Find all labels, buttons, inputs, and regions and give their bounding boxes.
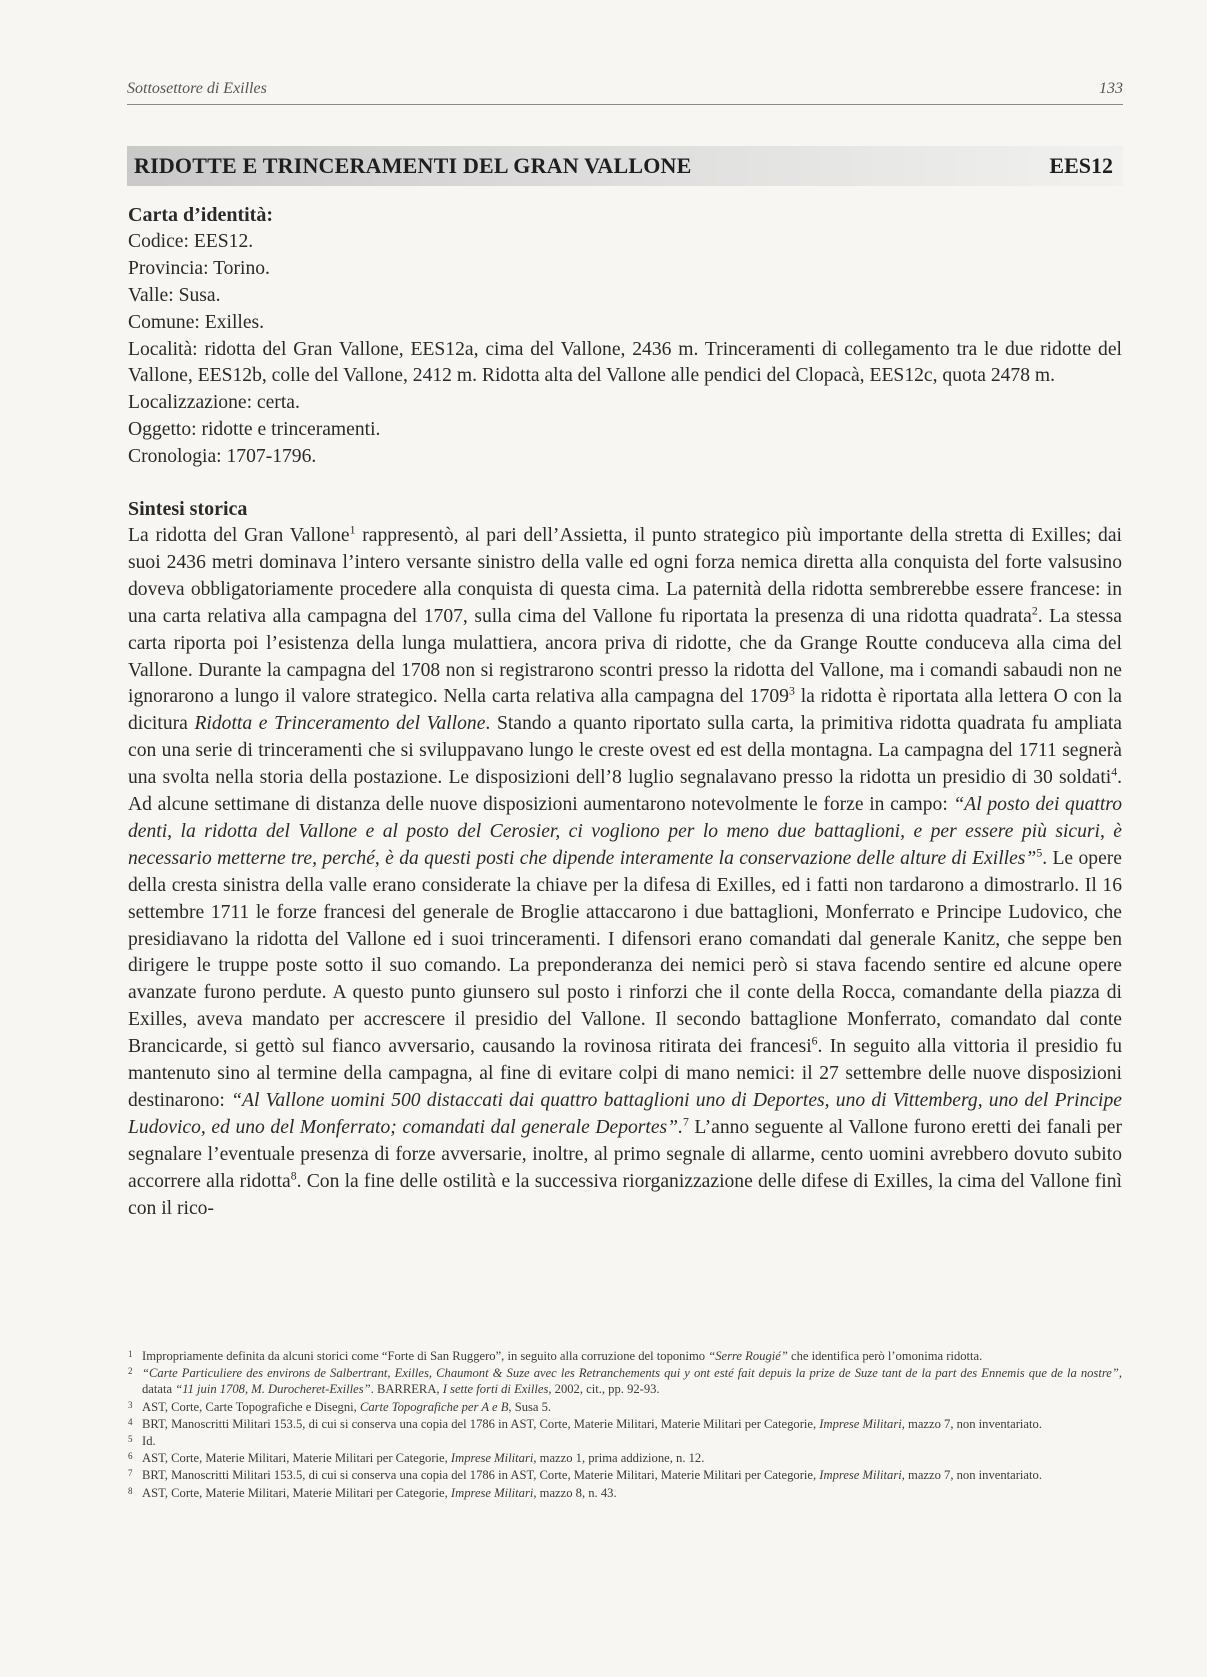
- quote: “Al Vallone uomini 500 distaccati dai quattro battaglioni uno di Deportes, uno di Vittemberg, uno del Principe Ludovico, ed uno del Monferrato; comandati dal generale Deportes”.: [128, 1090, 1122, 1138]
- identity-locality: Località: ridotta del Gran Vallone, EES12a, cima del Vallone, 2436 m. Trinceramenti di collegamento tra le due ridotte del Vallone, EES12b, colle del Vallone, 2412 m. Ridotta alta del Vallone alle pendici del Clopacà, EES12c, quota 2478 m.: [128, 338, 1122, 387]
- footnote: 2 “Carte Particuliere des environs de Salbertrant, Exilles, Chaumont & Suze avec les Retranchements qui y ont esté fait depuis la prize de Suze tant de la part des Ennemis que de la nostre”, datata “11 juin 1708, M. Durocheret-Exilles”. BARRERA, I sette forti di Exilles, 2002, cit., pp. 92-93.: [128, 1366, 1122, 1397]
- footnote-ref: 6: [811, 1034, 818, 1048]
- footnote: 1 Impropriamente definita da alcuni storici come “Forte di San Ruggero”, in seguito alla corruzione del toponimo “Serre Rougié” che identifica però l’omonima ridotta.: [128, 1349, 983, 1363]
- site-code: EES12: [1049, 153, 1113, 178]
- identity-valley: Valle: Susa.: [128, 284, 221, 306]
- identity-chronology: Cronologia: 1707-1796.: [128, 446, 317, 468]
- section-title: Sottosettore di Exilles: [127, 80, 267, 97]
- footnote: 7 BRT, Manoscritti Militari 153.5, di cui si conserva una copia del 1786 in AST, Corte, Materie Militari, Materie Militari per Categorie, Imprese Militari, mazzo 7, non inventariato.: [128, 1468, 1042, 1483]
- running-head: [127, 80, 1123, 105]
- identity-object: Oggetto: ridotte e trinceramenti.: [128, 419, 381, 441]
- identity-heading: Carta d’identità:: [128, 204, 273, 226]
- footnote: 4 BRT, Manoscritti Militari 153.5, di cui si conserva una copia del 1786 in AST, Corte, Materie Militari, Materie Militari per Categorie, Imprese Militari, mazzo 7, non inventariato.: [128, 1416, 1042, 1431]
- footnote: 6 AST, Corte, Materie Militari, Materie Militari per Categorie, Imprese Militari, mazzo 1, prima addizione, n. 12.: [128, 1451, 705, 1466]
- identity-code: Codice: EES12.: [128, 230, 254, 252]
- history-paragraph: La ridotta del Gran Vallone$^1$ rappresentò, al pari dell’Assietta, il punto strategico più importante della stretta di Exilles; dai suoi 2436 metri dominava l’intero versante sinistro della valle ed ogni forza nemica diretta alla conquista del forte valsusino doveva obbligatoriamente procedere alla conquista di questa cima. La paternità della ridotta sembrerebbe essere francese: in una carta relativa alla campagna del 1707, sulla cima del Vallone fu riportata la presenza di una ridotta quadrata$^2$. La stessa carta riporta poi l’esistenza della lunga mulattiera, ancora priva di ridotte, che da Grange Routte conduceva alla cima del Vallone. Durante la campagna del 1708 non si registrarono scontri presso la ridotta del Vallone, ma i comandi sabaudi non ne ignorarono a lungo il valore strategico. Nella carta relativa alla campagna del 1709$^3$ la ridotta è riportata alla lettera O con la dicitura Ridotta e Trinceramento del Vallone. Stando a quanto riportato sulla carta, la primitiva ridotta quadrata fu ampliata con una serie di trinceramenti che si sviluppavano lungo le creste ovest ed est della montagna. La campagna del 1711 segnerà una svolta nella storia della postazione. Le disposizioni dell’8 luglio segnalavano presso la ridotta un presidio di 30 soldati$^4$. Ad alcune settimane di distanza delle nuove disposizioni aumentarono notevolmente le forze in campo: “Al posto dei quattro denti, la ridotta del Vallone e al posto del Cerosier, ci vogliono per lo meno due battaglioni, e per essere più sicuri, è necessario metterne tre, perché, è da questi posti che dipende interamente la conservazione delle alture di Exilles”$^5$. Le opere della cresta sinistra della valle erano considerate la chiave per la difesa di Exilles, ed i fatti non tardarono a dimostrarlo. Il 16 settembre 1711 le forze francesi del generale de Broglie attaccarono i due battaglioni, Monferrato e Principe Ludovico, che presidiavano la ridotta del Vallone ed i suoi trinceramenti. I difensori erano comandati dal generale Kanitz, che seppe ben dirigere le truppe poste sotto il suo comando. La preponderanza dei nemici però si stava facendo sentire ed alcune opere avanzate furono perdute. A questo punto giunsero sul posto i rinforzi che il conte della Rocca, comandante della piazza di Exilles, aveva mandato per accrescere il presidio del Vallone. Il secondo battaglione Monferrato, comandato dal conte Brancicarde, si gettò sul fianco avversario, causando la rovinosa ritirata dei francesi$^6$. In seguito alla vittoria il presidio fu mantenuto sino al termine della campagna, al fine di evitare colpi di mano nemici: il 27 settembre delle nuove disposizioni destinarono: “Al Vallone uomini 500 distaccati dai quattro battaglioni uno di Deportes, uno di Vittemberg, uno del Principe Ludovico, ed uno del Monferrato; comandati dal generale Deportes”.$^7$ L’anno seguente al Vallone furono eretti dei fanali per segnalare l’eventuale presenza di forze avversarie, inoltre, al primo segnale di allarme, cento uomini avrebbero dovuto subito accorrere alla ridotta$^8$. Con la fine delle ostilità e la successiva riorganizzazione delle difese di Exilles, la cima del Vallone finì con il rico-: [128, 523, 1122, 1219]
- page-number: 133: [1099, 80, 1123, 97]
- footnote-ref: 2: [1031, 604, 1038, 618]
- footnote-ref: 7: [682, 1115, 689, 1129]
- identity-province: Provincia: Torino.: [128, 257, 270, 279]
- footnote-ref: 5: [1036, 846, 1043, 860]
- page-title: RIDOTTE E TRINCERAMENTI DEL GRAN VALLONE: [134, 153, 692, 178]
- footnote: 3 AST, Corte, Carte Topografiche e Disegni, Carte Topografiche per A e B, Susa 5.: [128, 1399, 552, 1414]
- identity-municipality: Comune: Exilles.: [128, 311, 265, 333]
- title-bar: [127, 146, 1123, 186]
- footnote: 8 AST, Corte, Materie Militari, Materie Militari per Categorie, Imprese Militari, mazzo 8, n. 43.: [128, 1485, 617, 1500]
- footnote-ref: 3: [788, 684, 795, 698]
- footnotes: [128, 1348, 1122, 1502]
- quote: “Al posto dei quattro denti, la ridotta del Vallone e al posto del Cerosier, ci vogliono per lo meno due battaglioni, e per essere più sicuri, è necessario metterne tre, perché, è da questi posti che dipende interamente la conservazione delle alture di Exilles”: [128, 794, 1122, 869]
- footnote-ref: 8: [290, 1169, 297, 1183]
- footnote-ref: 4: [1111, 765, 1118, 779]
- history-heading: Sintesi storica: [128, 498, 248, 521]
- identity-localization: Localizzazione: certa.: [128, 392, 300, 414]
- footnote-ref: 1: [349, 523, 356, 537]
- identity-card: [128, 202, 1122, 471]
- footnote: 5 Id.: [128, 1434, 156, 1449]
- main-text: [128, 202, 1122, 1223]
